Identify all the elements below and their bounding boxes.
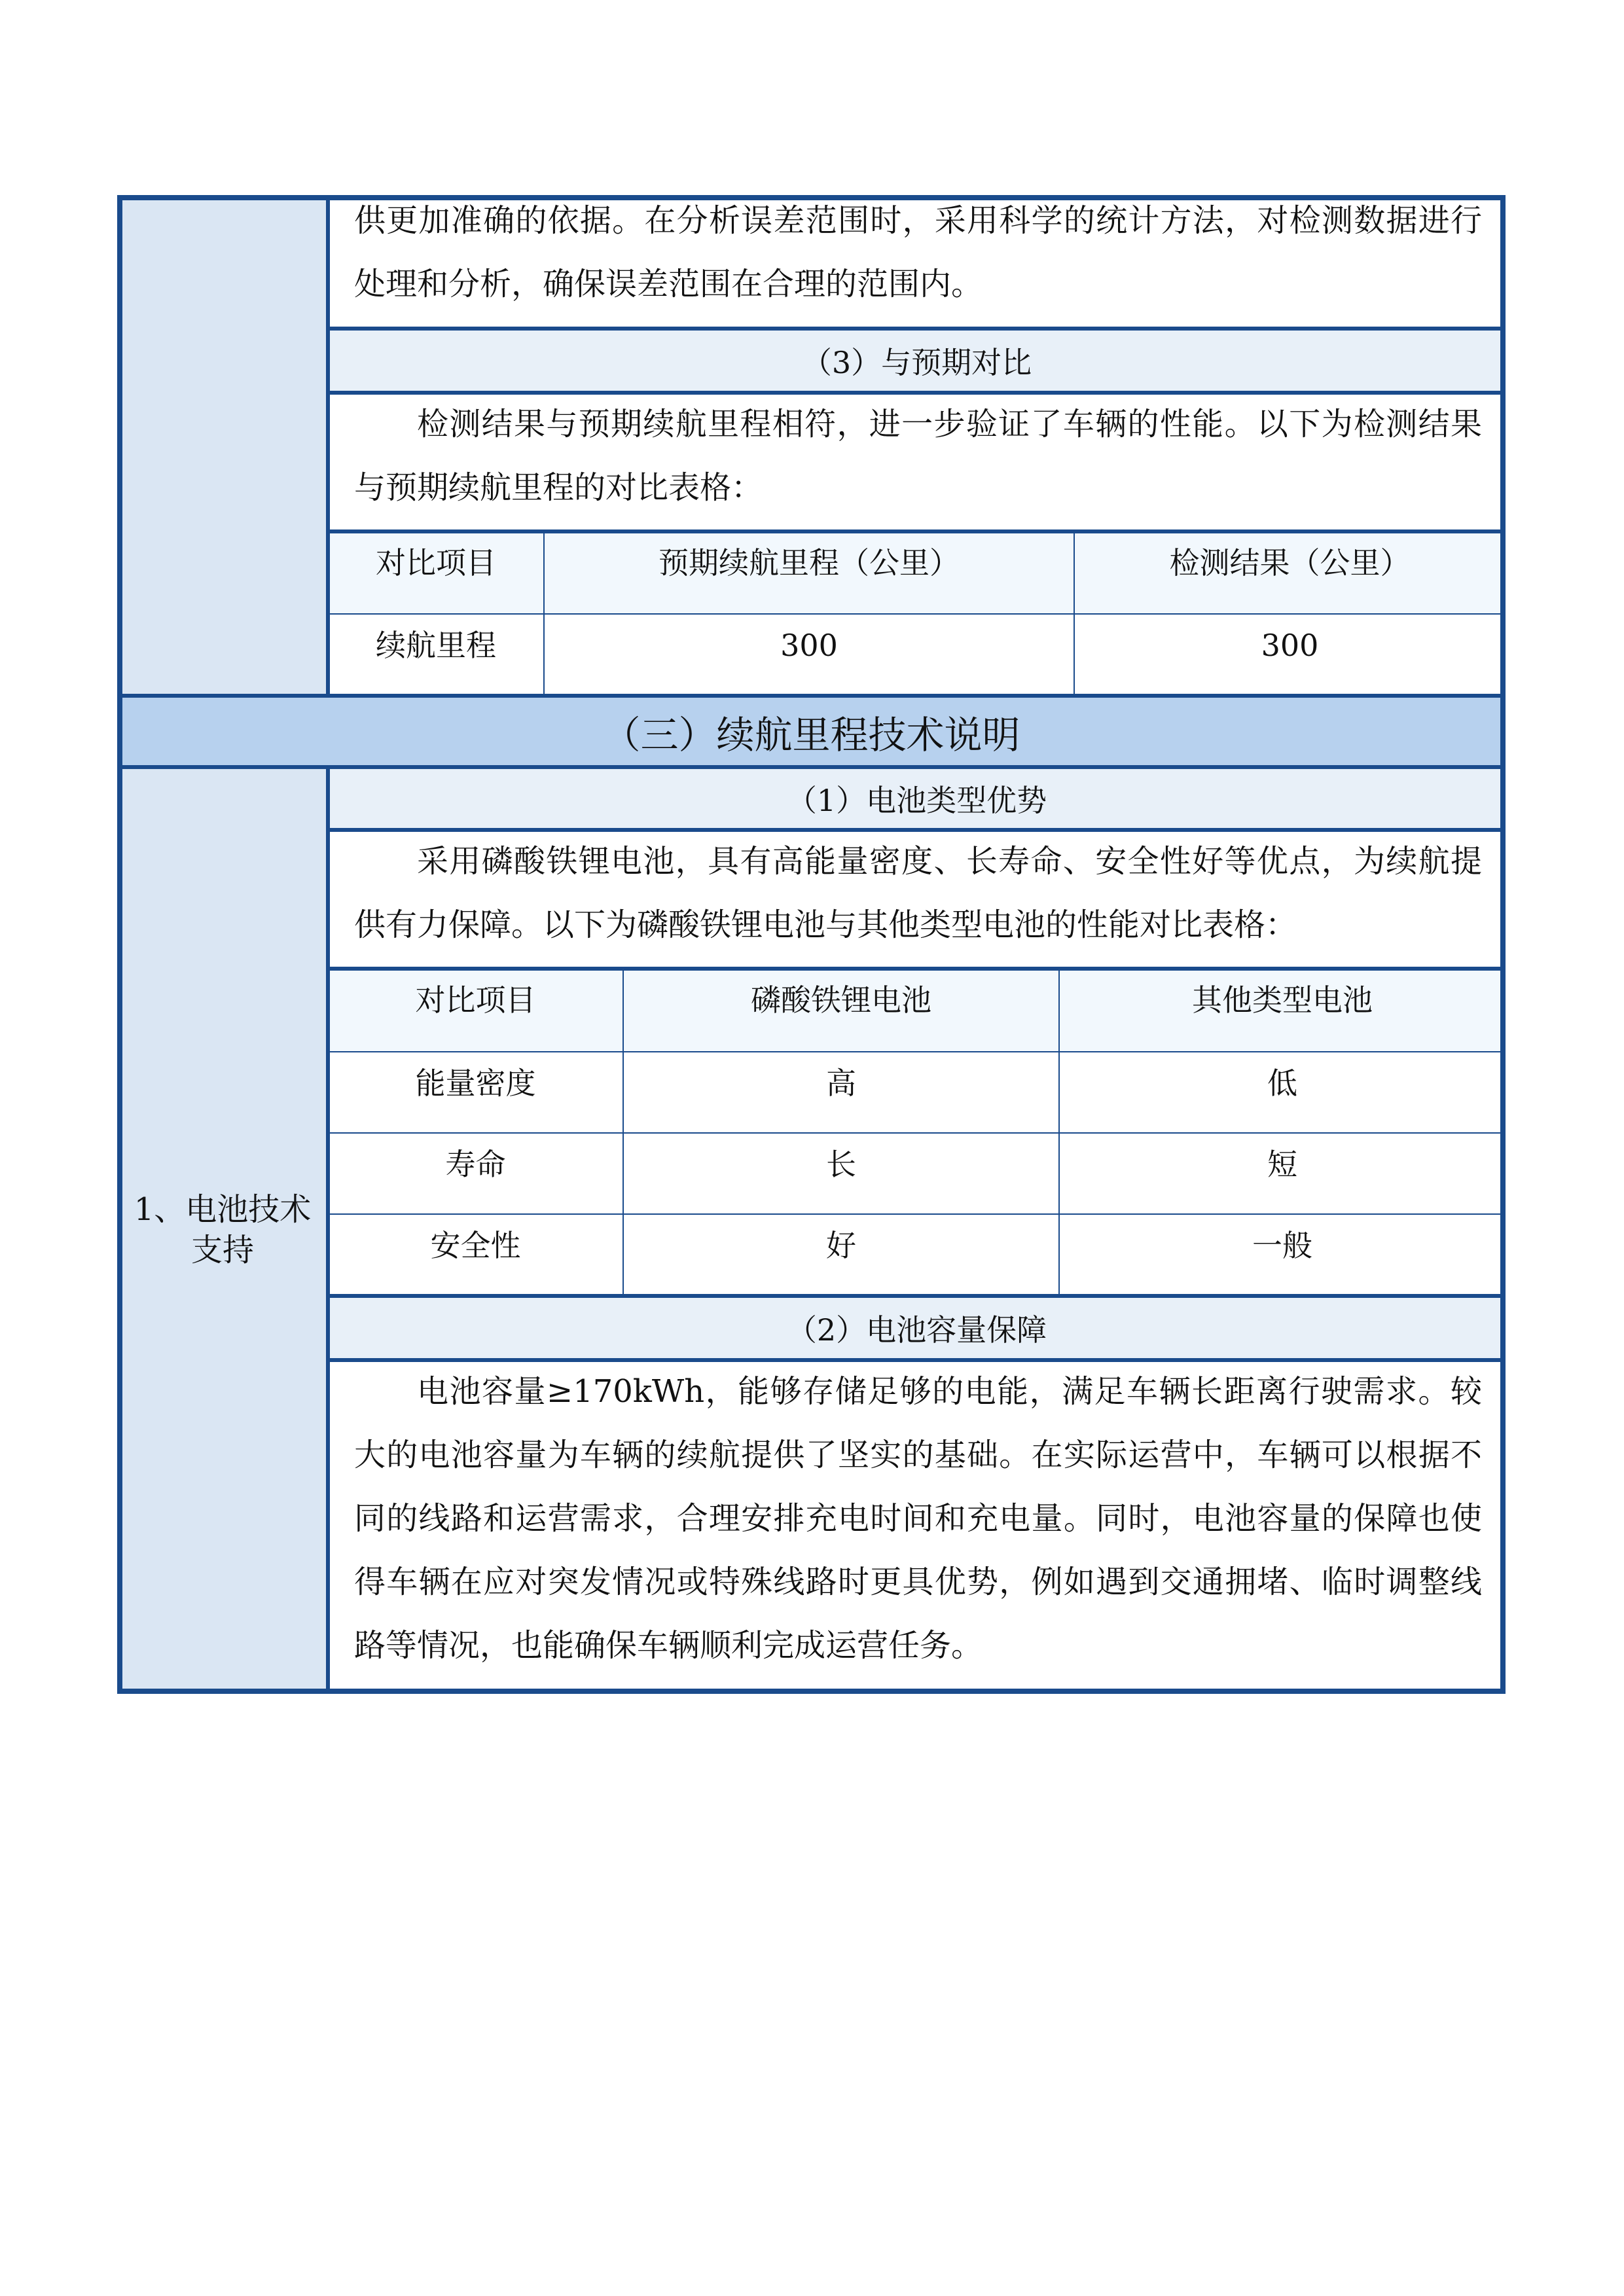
compare-paragraph-text: 检测结果与预期续航里程相符，进一步验证了车辆的性能。以下为检测结果与预期续航里程的对比表格：	[354, 406, 1482, 506]
table-cell: 高	[623, 1052, 1059, 1133]
divider	[328, 828, 1506, 832]
divider	[117, 195, 122, 1694]
divider	[543, 531, 545, 696]
divider	[328, 613, 1506, 615]
table-cell: 好	[623, 1214, 1059, 1296]
battery-capacity-paragraph-text: 电池容量≥170kWh，能够存储足够的电能，满足车辆长距离行驶需求。较大的电池容量为车辆的续航提供了坚实的基础。在实际运营中，车辆可以根据不同的线路和运营需求，合理安排充电时间和充电量。同时，电池容量的保障也使得车辆在应对突发情况或特殊线路时更具优势，例如遇到交通拥堵、临时调整线路等情况，也能确保车辆顺利完成运营任务。	[354, 1373, 1482, 1664]
subheading-battery-capacity: （2）电池容量保障	[328, 1296, 1506, 1360]
divider	[328, 1294, 1506, 1298]
table-cell: 能量密度	[328, 1052, 623, 1133]
divider	[623, 969, 624, 1296]
continued-paragraph	[328, 196, 1506, 329]
divider	[117, 765, 1506, 769]
divider	[326, 767, 330, 1693]
table-cell: 寿命	[328, 1133, 623, 1214]
divider	[328, 391, 1506, 395]
table-cell: 低	[1059, 1052, 1506, 1133]
divider	[117, 694, 1506, 698]
divider	[328, 529, 1506, 533]
divider	[328, 1358, 1506, 1362]
compare-paragraph	[328, 393, 1506, 531]
divider	[1058, 969, 1060, 1296]
table-cell: 300	[1074, 614, 1506, 696]
divider	[1074, 531, 1075, 696]
battery-type-paragraph	[328, 830, 1506, 969]
subheading-battery-type: （1）电池类型优势	[328, 767, 1506, 830]
table-header-cell: 检测结果（公里）	[1074, 531, 1506, 614]
table-cell: 长	[623, 1133, 1059, 1214]
divider	[1500, 195, 1506, 1694]
divider	[328, 967, 1506, 971]
subheading-compare: （3）与预期对比	[328, 329, 1506, 393]
left-column-blank	[117, 196, 328, 696]
table-cell: 300	[544, 614, 1074, 696]
left-label-text: 1、电池技术支持	[134, 1191, 312, 1268]
divider	[328, 327, 1506, 331]
table-cell: 短	[1059, 1133, 1506, 1214]
table-header-cell: 磷酸铁锂电池	[623, 969, 1059, 1052]
divider	[326, 196, 330, 696]
table-header-cell: 对比项目	[328, 969, 623, 1052]
table-cell: 续航里程	[328, 614, 544, 696]
continued-text: 供更加准确的依据。在分析误差范围时，采用科学的统计方法，对检测数据进行处理和分析，确保误差范围在合理的范围内。	[354, 202, 1482, 302]
table-cell: 一般	[1059, 1214, 1506, 1296]
divider	[328, 1051, 1506, 1052]
battery-type-paragraph-text: 采用磷酸铁锂电池，具有高能量密度、长寿命、安全性好等优点，为续航提供有力保障。以下为磷酸铁锂电池与其他类型电池的性能对比表格：	[354, 843, 1482, 943]
table-cell: 安全性	[328, 1214, 623, 1296]
divider	[328, 1213, 1506, 1215]
table-header-cell: 对比项目	[328, 531, 544, 614]
divider	[328, 1132, 1506, 1134]
left-label	[117, 767, 328, 1693]
section-title: （三）续航里程技术说明	[117, 696, 1506, 767]
table-header-cell: 预期续航里程（公里）	[544, 531, 1074, 614]
table-header-cell: 其他类型电池	[1059, 969, 1506, 1052]
battery-capacity-paragraph	[328, 1360, 1506, 1693]
